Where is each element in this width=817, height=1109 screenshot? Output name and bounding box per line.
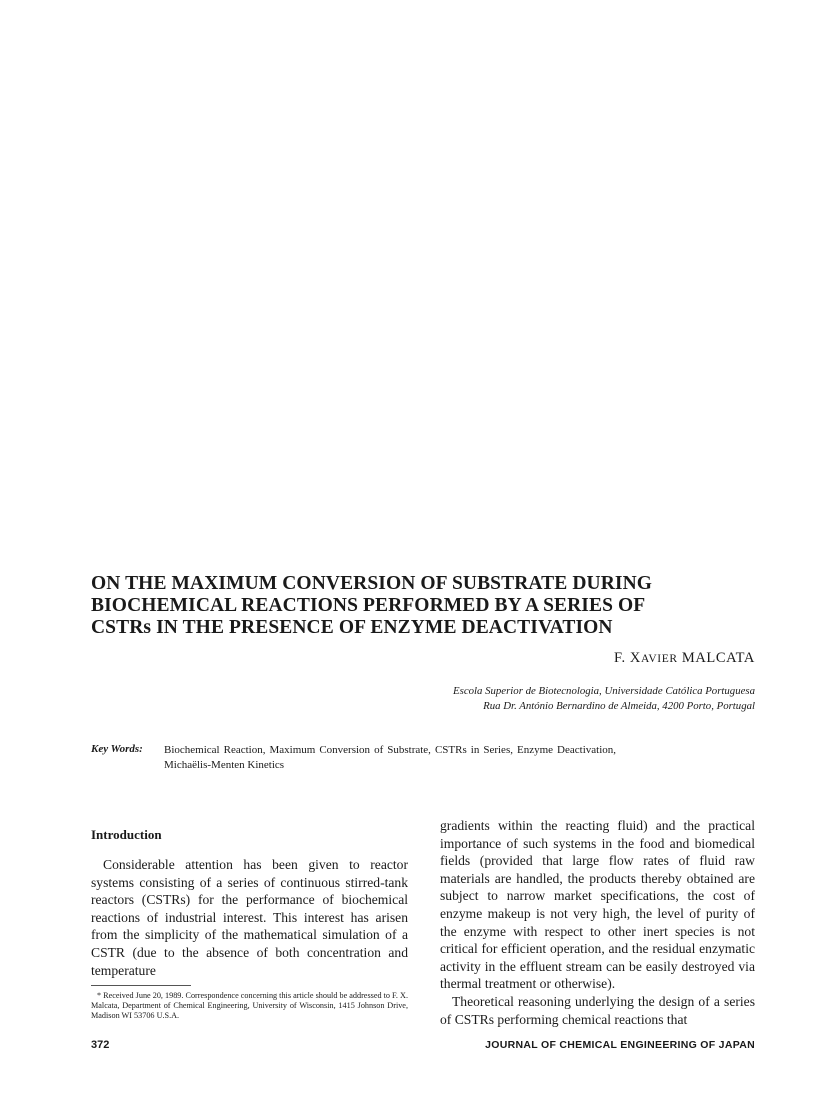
right-column [440, 817, 755, 1028]
author-surname: MALCATA [677, 650, 755, 666]
title-line: CSTRs IN THE PRESENCE OF ENZYME DEACTIVATION [91, 617, 613, 638]
key-words-label: Key Words: [91, 743, 143, 755]
key-words-list: Biochemical Reaction, Maximum Conversion of Substrate, CSTRs in Series, Enzyme Deactivation, Michaëlis-Menten Kinetics [164, 744, 616, 771]
title-line: BIOCHEMICAL REACTIONS PERFORMED BY A SERIES OF [91, 595, 646, 616]
page-number: 372 [91, 1039, 110, 1051]
title-line: ON THE MAXIMUM CONVERSION OF SUBSTRATE DURING [91, 573, 653, 594]
left-column [91, 827, 408, 979]
footnote-divider [91, 985, 191, 986]
author-given-name-small-caps: AVIER [640, 653, 678, 665]
body-paragraph-continued: gradients within the reacting fluid) and the practical importance of such systems in the food and biomedical fields (provided that large flow rates of fluid raw materials are handled, the products thereby obtained are subject to narrow market specifications, the cost of enzyme makeup is not very high, the level of purity of the enzyme with respect to other inert species is not critical for efficient operation, and the residual enzymatic activity in the effluent stream can be easily destroyed via thermal treatment or otherwise). [440, 818, 755, 992]
author-affiliation [453, 684, 755, 714]
body-paragraph: Theoretical reasoning underlying the design of a series of CSTRs performing chemical reactions that [440, 993, 755, 1027]
body-paragraph: Considerable attention has been given to reactor systems consisting of a series of continuous stirred-tank reactors (CSTRs) for the performance of biochemical reactions of industrial interest. This interest has arisen from the simplicity of the mathematical simulation of a CSTR (due to the absence of both concentration and temperature [91, 857, 408, 978]
author-name [614, 650, 755, 667]
affiliation-line: Rua Dr. António Bernardino de Almeida, 4200 Porto, Portugal [483, 700, 755, 712]
section-heading-introduction: Introduction [91, 827, 162, 842]
affiliation-line: Escola Superior de Biotecnologia, Universidade Católica Portuguesa [453, 685, 755, 697]
article-title [91, 573, 691, 639]
footnote: * Received June 20, 1989. Correspondence concerning this article should be addressed to F. X. Malcata, Department of Chemical Engineering, University of Wisconsin, 1415 Johnson Drive, Madison WI 53706 U.S.A. [91, 991, 408, 1020]
journal-name: JOURNAL OF CHEMICAL ENGINEERING OF JAPAN [485, 1039, 755, 1051]
author-initial: F. X [613, 650, 641, 666]
